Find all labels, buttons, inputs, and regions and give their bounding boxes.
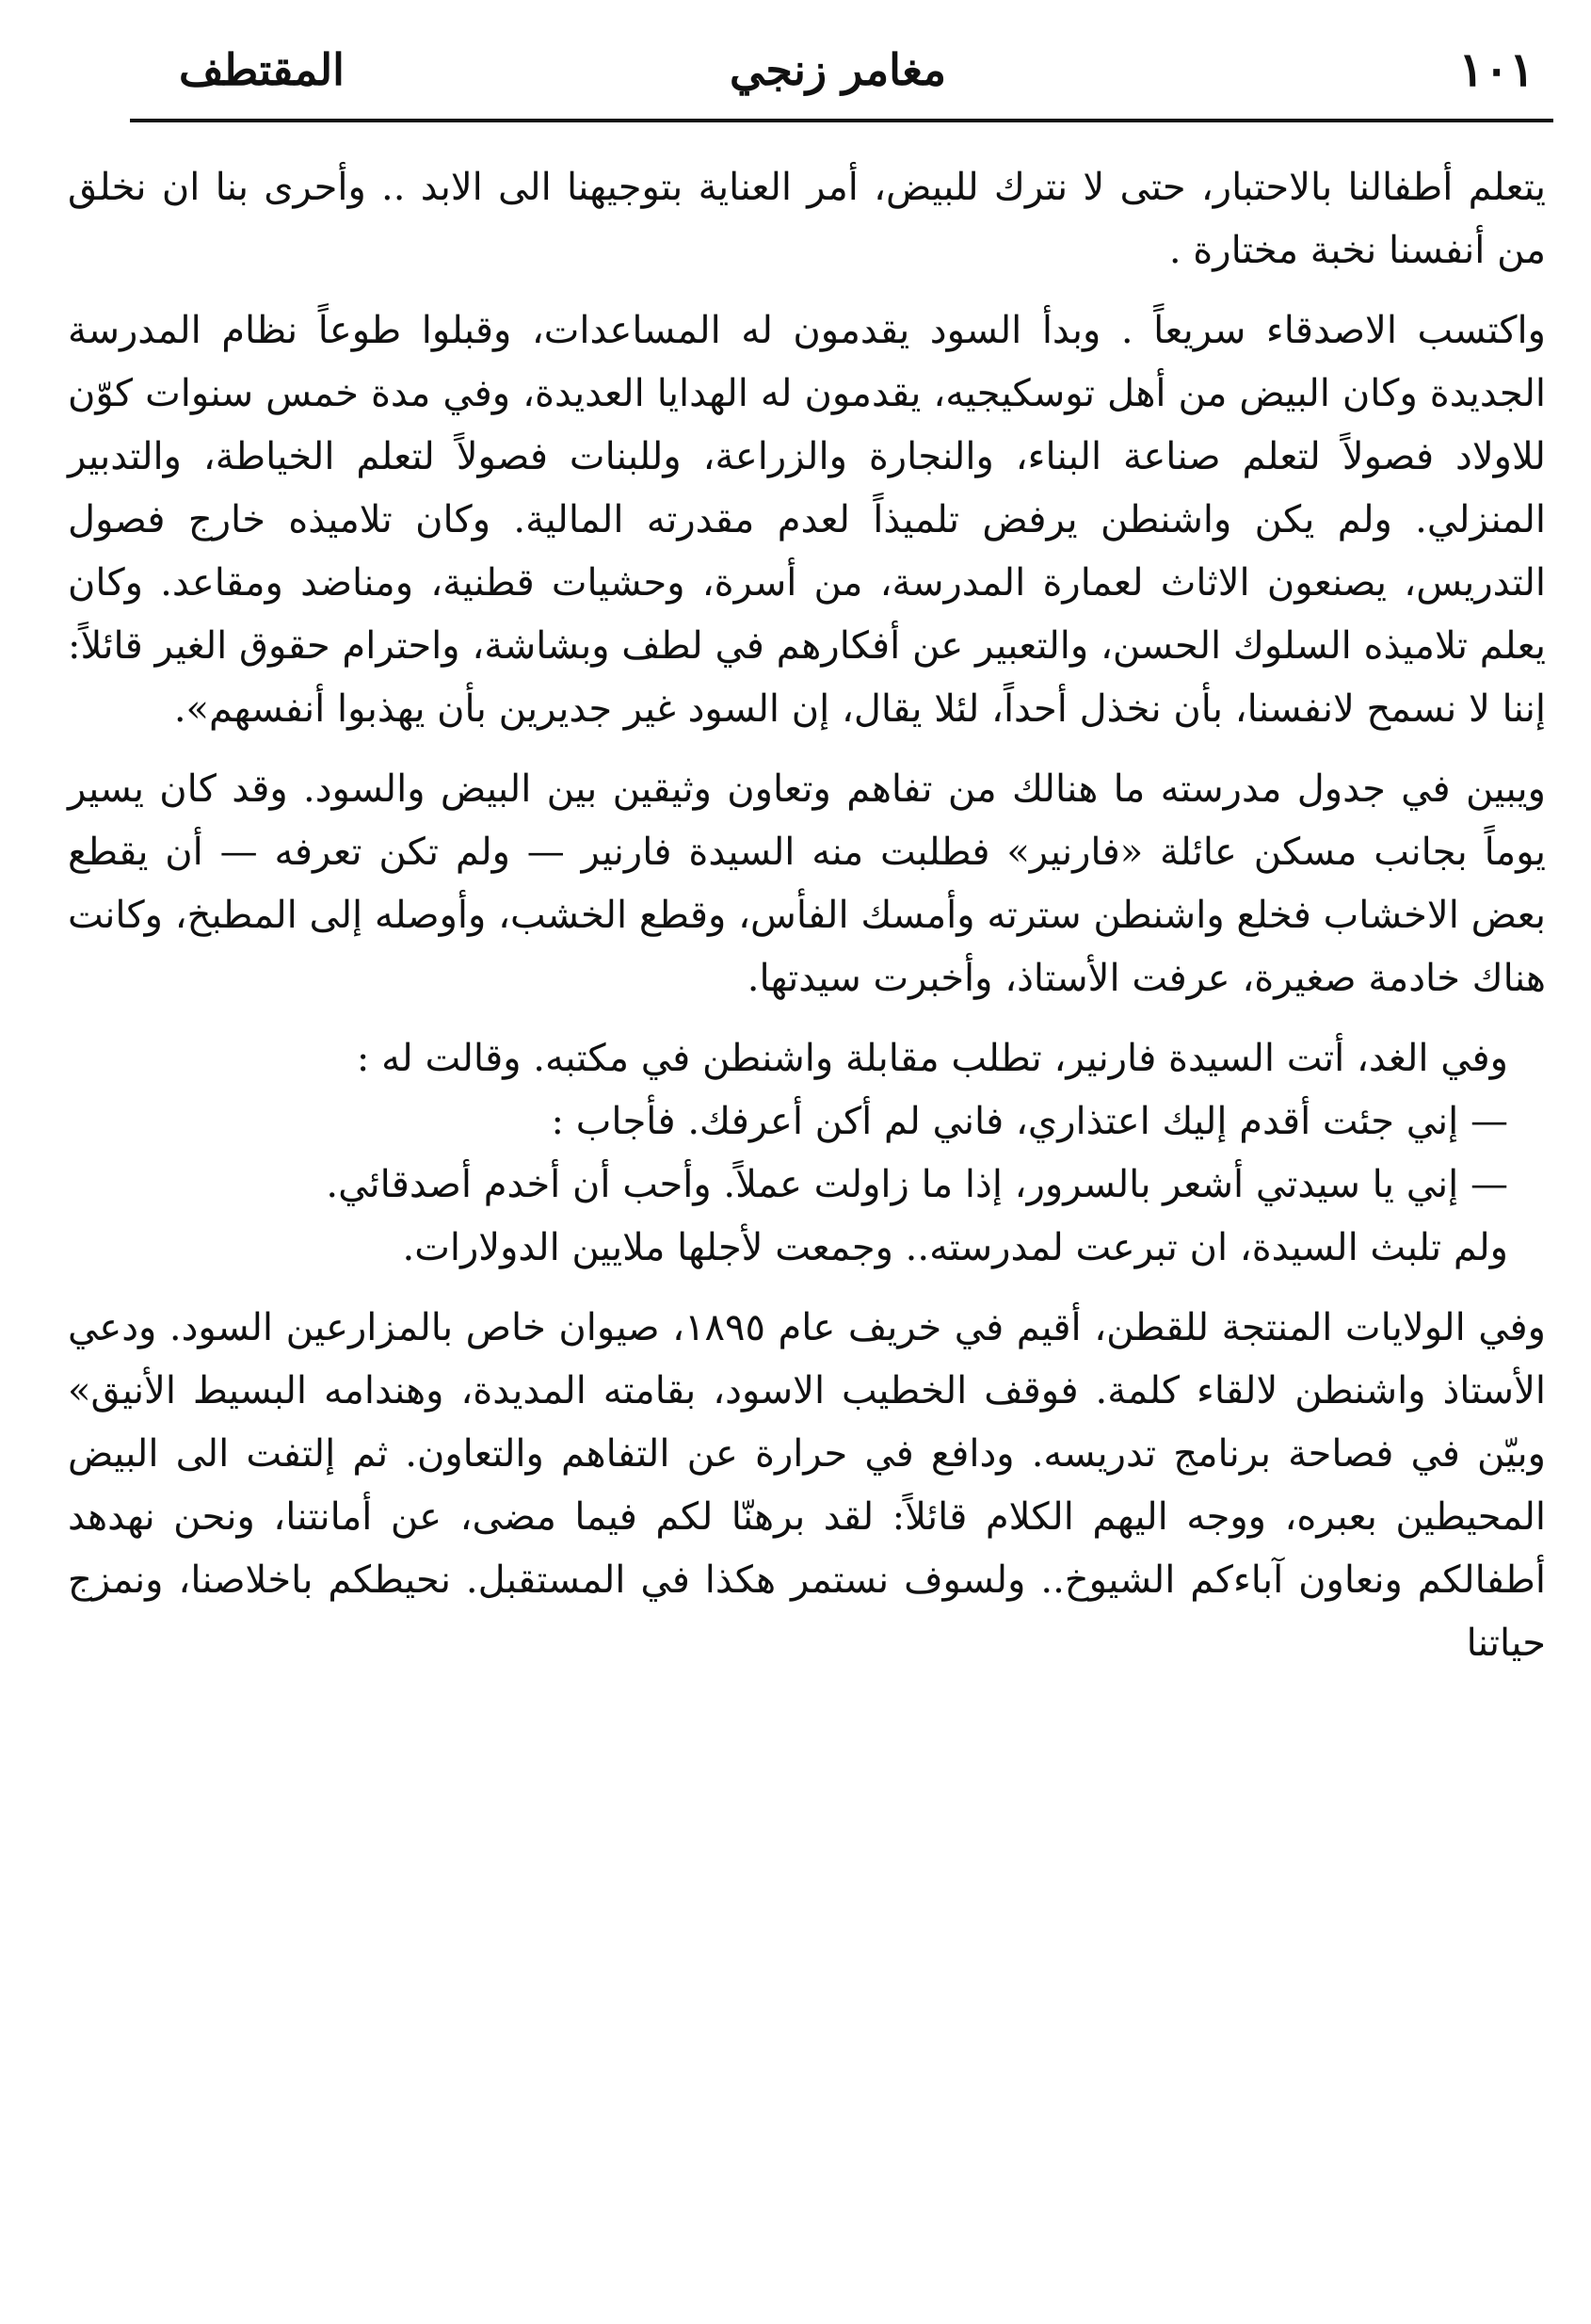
paragraph: وفي الولايات المنتجة للقطن، أقيم في خريف عام ١٨٩٥، صيوان خاص بالمزارعين السود. ودعي الأستاذ واشنطن لالقاء كلمة. فوقف الخطيب الاسود، بقامته المديدة، وهندامه البسيط الأنيق» وبيّن في فصاحة برنامج تدريسه. ودافع في حرارة عن التفاهم والتعاون. ثم إلتفت الى البيض المحيطين بعبره، ووجه اليهم الكلام قائلاً: لقد برهنّا لكم فيما مضى، عن أمانتنا، ونحن نهدهد أطفالكم ونعاون آباءكم الشيوخ.. ولسوف نستمر هكذا في المستقبل. نحيطكم باخلاصنا، ونمزج حياتنا	[68, 1306, 1547, 1665]
dialogue-line: — إني يا سيدتي أشعر بالسرور، إذا ما زاولت عملاً. وأحب أن أخدم أصدقائي.	[326, 1163, 1508, 1206]
paragraph: وفي الغد، أتت السيدة فارنير، تطلب مقابلة واشنطن في مكتبه. وقالت له :	[356, 1037, 1508, 1080]
paragraph: ولم تلبث السيدة، ان تبرعت لمدرسته.. وجمعت لأجلها ملايين الدولارات.	[402, 1226, 1508, 1269]
header-rule	[130, 119, 1553, 122]
chapter-title: مغامر زنجي	[730, 44, 946, 95]
dialogue-line: — إني جئت أقدم إليك اعتذاري، فاني لم أكن أعرفك. فأجاب :	[551, 1100, 1508, 1143]
page-number: ١٠١	[1458, 41, 1535, 97]
article-body	[68, 156, 1546, 1675]
journal-name: المقتطف	[179, 44, 345, 95]
paragraph: يتعلم أطفالنا بالاحتبار، حتى لا نترك للبيض، أمر العناية بتوجيهنا الى الابد .. وأحرى بنا ان نخلق من أنفسنا نخبة مختارة .	[68, 166, 1546, 272]
paragraph: واكتسب الاصدقاء سريعاً . وبدأ السود يقدمون له المساعدات، وقبلوا طوعاً نظام المدرسة الجديدة وكان البيض من أهل توسكيجيه، يقدمون له الهدايا العديدة، وفي مدة خمس سنوات كوّن للاولاد فصولاً لتعلم صناعة البناء، والنجارة والزراعة، وللبنات فصولاً لتعلم الخياطة، والتدبير المنزلي. ولم يكن واشنطن يرفض تلميذاً لعدم مقدرته المالية. وكان تلاميذه خارج فصول التدريس، يصنعون الاثاث لعمارة المدرسة، من أسرة، وحشيات قطنية، ومناضد ومقاعد. وكان يعلم تلاميذه السلوك الحسن، والتعبير عن أفكارهم في لطف وبشاشة، واحترام حقوق الغير قائلاً: إننا لا نسمح لانفسنا، بأن نخذل أحداً، لئلا يقال، إن السود غير جديرين بأن يهذبوا أنفسهم».	[68, 309, 1547, 731]
paragraph: ويبين في جدول مدرسته ما هنالك من تفاهم وتعاون وثيقين بين البيض والسود. وقد كان يسير يوماً بجانب مسكن عائلة «فارنير» فطلبت منه السيدة فارنير — ولم تكن تعرفه — أن يقطع بعض الاخشاب فخلع واشنطن سترته وأمسك الفأس، وقطع الخشب، وأوصله إلى المطبخ، وكانت هناك خادمة صغيرة، عرفت الأستاذ، وأخبرت سيدتها.	[68, 767, 1546, 1000]
page-header	[141, 36, 1535, 104]
